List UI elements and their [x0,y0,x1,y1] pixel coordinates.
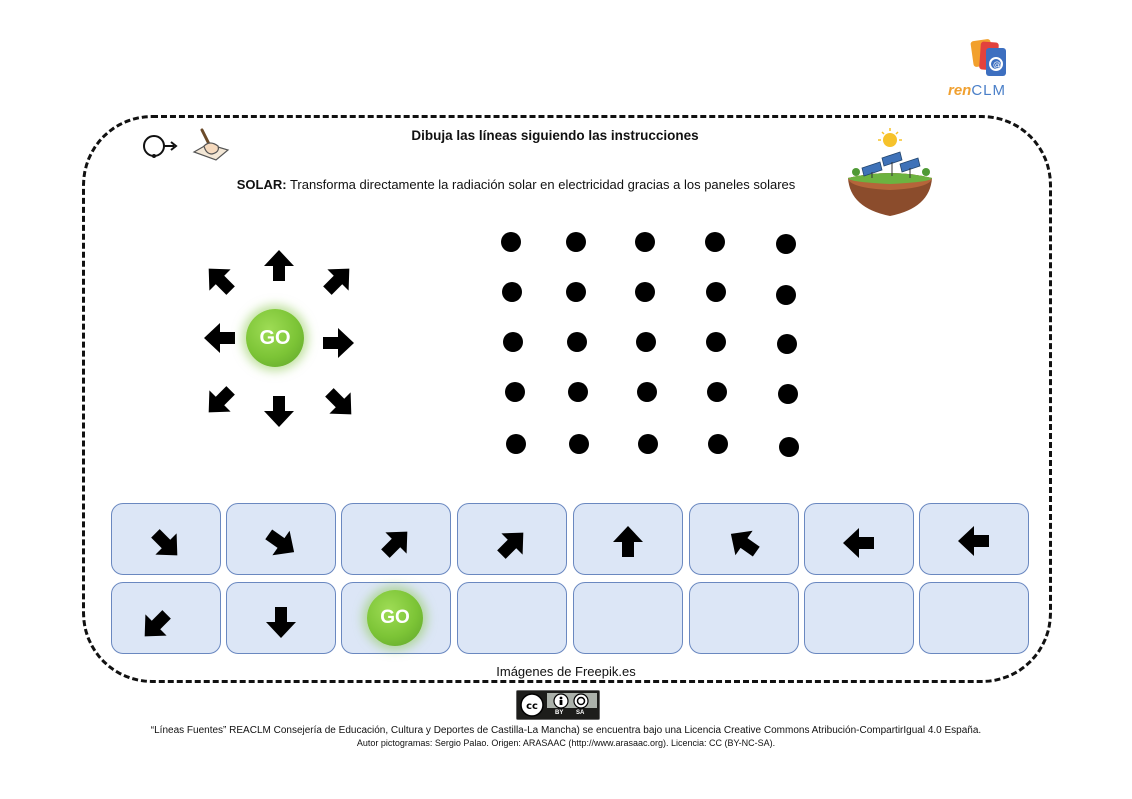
arrow-up-icon [261,248,297,284]
grid-dot[interactable] [505,382,525,402]
sequence-card-7 [804,503,914,575]
arrow-left-icon [841,525,877,561]
sequence-card-empty[interactable] [919,582,1029,654]
grid-dot[interactable] [635,282,655,302]
topic-text: Transforma directamente la radiación solar en electricidad gracias a los paneles solares [286,177,796,192]
arrow-down-icon [261,393,297,429]
grid-dot[interactable] [567,332,587,352]
grid-dot[interactable] [706,282,726,302]
arrow-down-right-icon [148,526,184,562]
arrow-down-icon [263,604,299,640]
arrow-right-icon [320,325,356,361]
compass-go-badge: GO [246,309,304,367]
sequence-card-3 [341,503,451,575]
image-credit: Imágenes de Freepik.es [496,664,636,679]
sequence-card-9 [111,582,221,654]
sequence-card-empty[interactable] [573,582,683,654]
grid-dot[interactable] [569,434,589,454]
grid-dot[interactable] [779,437,799,457]
grid-dot[interactable] [638,434,658,454]
arrow-up-right-icon [378,525,414,561]
sequence-card-10 [226,582,336,654]
sequence-card-1 [111,503,221,575]
svg-text:@: @ [993,60,1001,69]
grid-dot[interactable] [776,234,796,254]
cc-license-badge [516,690,600,720]
sequence-card-5 [573,503,683,575]
logo-ren: ren [948,82,972,99]
arrow-down-left-icon [138,607,174,643]
arrow-down-right-icon [322,385,358,421]
renclm-logo-text [948,82,1006,99]
pictogram-author-text: Autor pictogramas: Sergio Palao. Origen: ARASAAC (http://www.arasaac.org). Licencia: CC (BY-NC-SA). [356,738,776,748]
topic-label: SOLAR: [236,177,287,192]
solar-panel-illustration [842,128,938,218]
grid-dot[interactable] [776,285,796,305]
svg-text:cc: cc [526,701,538,712]
arrow-left-icon [202,320,238,356]
grid-dot[interactable] [501,232,521,252]
grid-dot[interactable] [778,384,798,404]
sequence-card-empty[interactable] [804,582,914,654]
arrow-up-right-icon [494,526,530,562]
arrow-down-left-icon [202,383,238,419]
arrow-down-right-icon [263,525,299,561]
sequence-card-11 [341,582,451,654]
cc-by-label: BY [555,710,564,716]
grid-dot[interactable] [503,332,523,352]
grid-dot[interactable] [707,382,727,402]
sequence-card-4 [457,503,567,575]
grid-dot[interactable] [502,282,522,302]
grid-dot[interactable] [777,334,797,354]
grid-dot[interactable] [566,232,586,252]
sequence-card-2 [226,503,336,575]
sequence-card-8 [919,503,1029,575]
renclm-logo [968,36,1012,82]
page-title: Dibuja las líneas siguiendo las instrucciones [411,128,699,143]
arrow-up-icon [610,524,646,560]
cc-sa-label: SA [576,710,585,716]
license-text: “Líneas Fuentes” REACLM Consejería de Educación, Cultura y Deportes de Castilla-La Mancha) se encuentra bajo una Licencia Creative Commons Atribución-CompartirIgual 4.0 España. [150,725,982,736]
arrow-up-right-icon [320,262,356,298]
grid-dot[interactable] [705,232,725,252]
grid-dot[interactable] [637,382,657,402]
grid-dot[interactable] [568,382,588,402]
grid-dot[interactable] [706,332,726,352]
sequence-card-empty[interactable] [689,582,799,654]
logo-clm: CLM [971,82,1007,99]
sequence-card-empty[interactable] [457,582,567,654]
grid-dot[interactable] [506,434,526,454]
grid-dot[interactable] [708,434,728,454]
sequence-go-badge: GO [367,590,423,646]
arrow-up-left-icon [726,525,762,561]
grid-dot[interactable] [566,282,586,302]
sequence-card-6 [689,503,799,575]
grid-dot[interactable] [636,332,656,352]
arrow-left-icon [956,523,992,559]
grid-dot[interactable] [635,232,655,252]
arrow-up-left-icon [202,262,238,298]
